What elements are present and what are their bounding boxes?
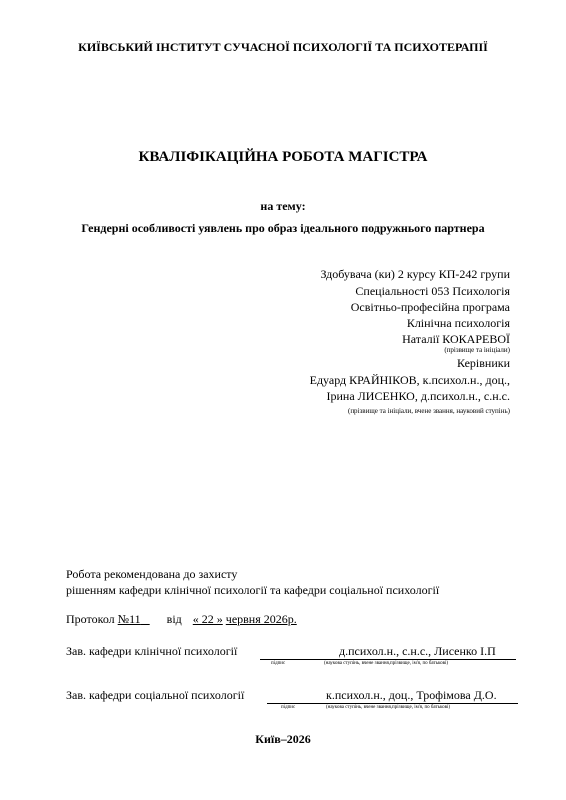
recommendation-line-2: рішенням кафедри клінічної психології та кафедри соціальної психології	[66, 583, 440, 597]
thesis-topic: Гендерні особливості уявлень про образ ідеального подружнього партнера	[81, 221, 485, 235]
protocol-line	[66, 612, 297, 627]
protocol-label: Протокол	[66, 612, 115, 626]
signature-details-caption-2: (наукова ступінь, вчене звання,прізвище, ім'я, по батькові)	[326, 705, 451, 710]
author-program-name: Клінічна психологія	[406, 316, 510, 330]
signature-sign-caption-2: підпис	[281, 705, 296, 710]
protocol-number: №11	[117, 612, 141, 626]
protocol-day: « 22 »	[192, 612, 223, 626]
protocol-from: від	[166, 612, 182, 626]
protocol-month-year: червня 2026р.	[225, 612, 297, 626]
recommendation-line-1: Робота рекомендована до захисту	[66, 567, 238, 581]
author-specialty: Спеціальності 053 Психологія	[355, 284, 510, 298]
author-name: Наталії КОКАРЕВОЇ	[402, 332, 510, 346]
supervisor-2: Ірина ЛИСЕНКО, д.психол.н., с.н.с.	[326, 389, 510, 403]
city-year: Київ–2026	[255, 732, 311, 746]
author-program: Освітньо-професійна програма	[350, 300, 510, 314]
signature-label-1: Зав. кафедри клінічної психології	[66, 644, 238, 658]
signature-details-caption-1: (наукова ступінь, вчене звання,прізвище, ім'я, по батькові)	[324, 661, 449, 666]
signature-value-1: д.психол.н., с.н.с., Лисенко І.П	[339, 644, 496, 658]
supervisor-1: Едуард КРАЙНІКОВ, к.психол.н., доц.,	[309, 373, 510, 387]
signature-line-1	[260, 659, 516, 660]
signature-label-2: Зав. кафедри соціальної психології	[66, 688, 245, 702]
supervisors-caption: (прізвище та ініціали, вчене звання, науковий ступінь)	[347, 407, 510, 415]
supervisors-label: Керівники	[457, 356, 510, 370]
author-name-caption: (прізвище та ініціали)	[444, 346, 510, 354]
document-title: КВАЛІФІКАЦІЙНА РОБОТА МАГІСТРА	[138, 149, 428, 165]
author-group: Здобувача (ки) 2 курсу КП-242 групи	[320, 267, 510, 281]
signature-sign-caption-1: підпис	[271, 661, 286, 666]
signature-value-2: к.психол.н., доц., Трофімова Д.О.	[326, 688, 497, 702]
signature-line-2	[267, 703, 518, 704]
topic-label: на тему:	[260, 199, 306, 213]
institute-name: КИЇВСЬКИЙ ІНСТИТУТ СУЧАСНОЇ ПСИХОЛОГІЇ ТА ПСИХОТЕРАПІЇ	[78, 40, 488, 54]
